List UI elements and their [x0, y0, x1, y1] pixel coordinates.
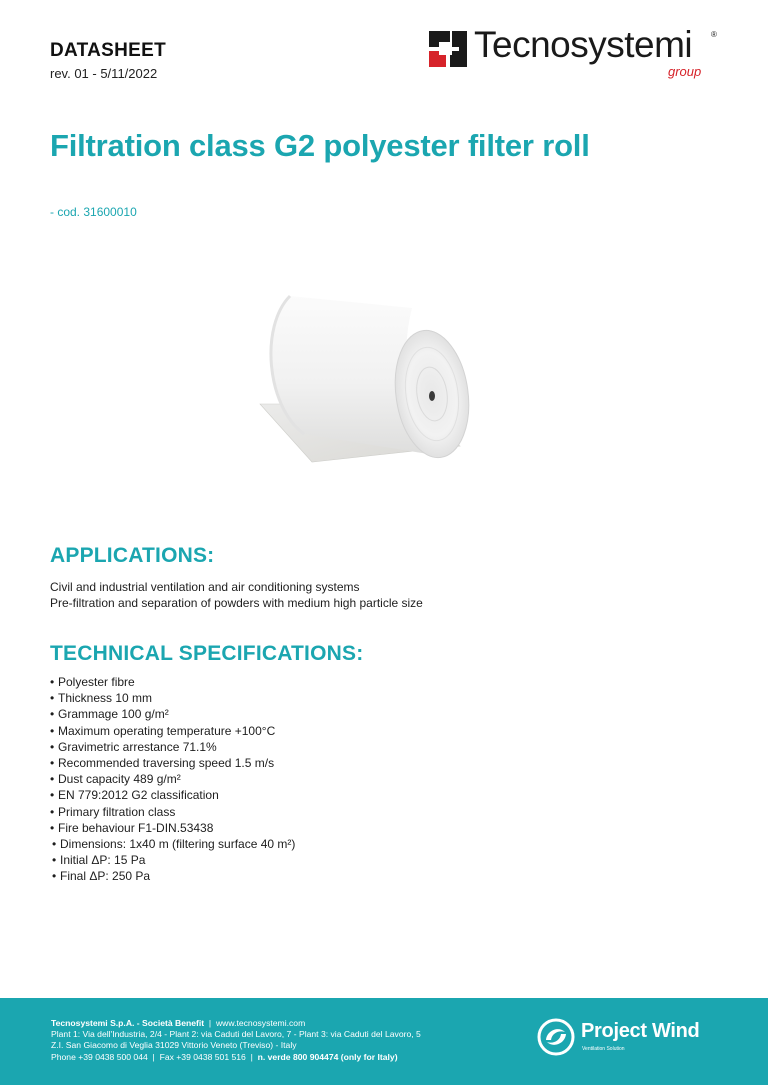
project-wind-name: Project Wind — [581, 1020, 700, 1042]
list-item: • Gravimetric arrestance 71.1% — [50, 739, 295, 755]
list-item: • Dust capacity 489 g/m² — [50, 771, 295, 787]
list-item: • Grammage 100 g/m² — [50, 706, 295, 722]
technical-specifications-heading: TECHNICAL SPECIFICATIONS: — [50, 642, 364, 665]
revision-label: rev. 01 - 5/11/2022 — [50, 66, 158, 81]
applications-list — [50, 579, 423, 611]
list-item: • Primary filtration class — [50, 804, 295, 820]
footer-address: Z.I. San Giacomo di Veglia 31029 Vittorio Veneto (Treviso) - Italy — [51, 1040, 297, 1051]
footer — [0, 998, 768, 1085]
list-item: • EN 779:2012 G2 classification — [50, 787, 295, 803]
project-wind-swirl-icon — [537, 1018, 575, 1056]
brand-logo — [428, 26, 728, 86]
list-item: Civil and industrial ventilation and air conditioning systems — [50, 580, 360, 594]
brand-group: group — [668, 64, 702, 79]
brand-name: Tecnosystemi — [474, 24, 693, 65]
list-item: • Polyester fibre — [50, 674, 295, 690]
list-item: • Dimensions: 1x40 m (filtering surface 40 m²) — [50, 836, 295, 852]
registered-mark: ® — [711, 30, 717, 39]
list-item: • Thickness 10 mm — [50, 690, 295, 706]
footer-phone: Phone +39 0438 500 044 — [51, 1051, 148, 1062]
list-item: Pre-filtration and separation of powders with medium high particle size — [50, 596, 423, 610]
list-item: • Fire behaviour F1-DIN.53438 — [50, 820, 295, 836]
list-item: • Final ΔP: 250 Pa — [50, 868, 295, 884]
project-wind-tagline: Ventilation Solution — [582, 1046, 625, 1052]
page-title: Filtration class G2 polyester filter roll — [50, 128, 590, 163]
list-item: • Maximum operating temperature +100°C — [50, 723, 295, 739]
footer-toll-free: n. verde 800 904474 (only for Italy) — [257, 1051, 398, 1062]
footer-fax: Fax +39 0438 501 516 — [159, 1051, 246, 1062]
technical-specifications-list — [50, 674, 295, 885]
tecnosystemi-mark-icon — [428, 29, 468, 69]
product-code: - cod. 31600010 — [50, 205, 137, 219]
project-wind-logo — [537, 1018, 727, 1058]
list-item: • Initial ΔP: 15 Pa — [50, 852, 295, 868]
footer-plants: Plant 1: Via dell'Industria, 2/4 - Plant 2: via Caduti del Lavoro, 7 - Plant 3: via Caduti del Lavoro, 5 — [51, 1029, 421, 1040]
footer-contact: Tecnosystemi S.p.A. - Società Benefit | www.tecnosystemi.com Plant 1: Via dell'Industria, 2/4 - Plant 2: via Caduti del Lavoro, 7 - Plant 3: via Caduti del Lavoro, 5 Z.I. San Giacomo di Veglia 31029 Vittorio Veneto (Treviso) - Italy Phone +39 0438 500 044 | Fax +39 0438 501 516 | n. verde 800 904474 (only for Italy) — [51, 1018, 421, 1062]
footer-company: Tecnosystemi S.p.A. - Società Benefit — [51, 1018, 205, 1028]
filter-roll-image — [252, 286, 478, 466]
applications-heading: APPLICATIONS: — [50, 544, 215, 567]
footer-website-link[interactable]: www.tecnosystemi.com — [215, 1018, 306, 1028]
doc-type-label: DATASHEET — [50, 40, 166, 61]
list-item: • Recommended traversing speed 1.5 m/s — [50, 755, 295, 771]
